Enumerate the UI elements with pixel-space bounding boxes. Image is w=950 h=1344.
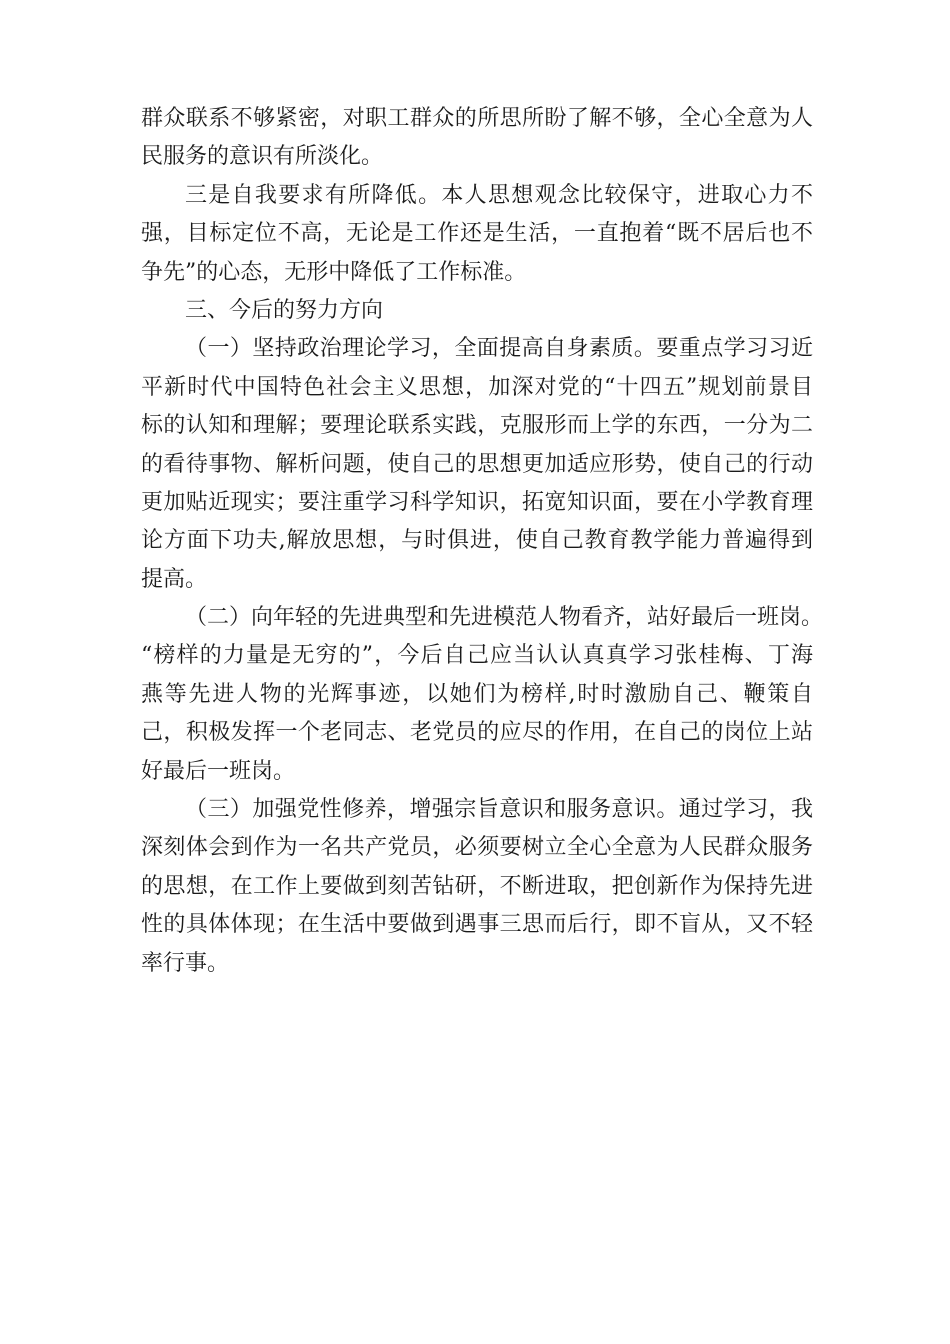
section-heading <box>141 292 813 330</box>
text-line: （三）加强党性修养，增强宗旨意识和服务意识。通过学习，我 <box>185 797 813 823</box>
document-body <box>141 100 824 983</box>
section-heading-text: 三、今后的努力方向 <box>185 297 384 323</box>
text-line: 民服务的意识有所淡化。 <box>141 144 384 170</box>
paragraph-item-three <box>141 791 813 983</box>
text-line: （二）向年轻的先进典型和先进模范人物看齐，站好最后一班岗。 <box>185 605 824 631</box>
text-line: 燕等先进人物的光辉事迹，以她们为榜样,时时激励自己、鞭策自 <box>141 681 813 707</box>
paragraph-self-requirement <box>141 177 813 292</box>
text-line: 己，积极发挥一个老同志、老党员的应尽的作用，在自己的岗位上站 <box>141 720 813 746</box>
text-line: 争先”的心态，无形中降低了工作标准。 <box>141 259 527 285</box>
text-line: 深刻体会到作为一名共产党员，必须要树立全心全意为人民群众服务 <box>141 835 813 861</box>
text-line: “榜样的力量是无穷的”，今后自己应当认认真真学习张桂梅、丁海 <box>141 643 813 669</box>
text-line: （一）坚持政治理论学习，全面提高自身素质。要重点学习习近 <box>185 336 813 362</box>
text-line: 率行事。 <box>141 950 230 976</box>
text-line: 提高。 <box>141 566 208 592</box>
paragraph-continued-intro <box>141 100 813 177</box>
text-line: 的思想，在工作上要做到刻苦钻研，不断进取，把创新作为保持先进 <box>141 873 813 899</box>
paragraph-item-two <box>141 599 824 791</box>
paragraph-item-one <box>141 330 813 599</box>
text-line: 好最后一班岗。 <box>141 758 296 784</box>
text-line: 更加贴近现实；要注重学习科学知识，拓宽知识面，要在小学教育理 <box>141 489 813 515</box>
text-line: 的看待事物、解析问题，使自己的思想更加适应形势，使自己的行动 <box>141 451 813 477</box>
text-line: 强，目标定位不高，无论是工作还是生活，一直抱着“既不居后也不 <box>141 221 813 247</box>
text-line: 三是自我要求有所降低。本人思想观念比较保守，进取心力不 <box>185 182 813 208</box>
text-line: 群众联系不够紧密，对职工群众的所思所盼了解不够，全心全意为人 <box>141 106 813 131</box>
text-line: 论方面下功夫,解放思想，与时俱进，使自己教育教学能力普遍得到 <box>141 528 813 554</box>
text-line: 标的认知和理解；要理论联系实践，克服形而上学的东西，一分为二 <box>141 413 813 439</box>
text-line: 性的具体体现；在生活中要做到遇事三思而后行，即不盲从，又不轻 <box>141 912 813 938</box>
text-line: 平新时代中国特色社会主义思想，加深对党的“十四五”规划前景目 <box>141 374 813 400</box>
